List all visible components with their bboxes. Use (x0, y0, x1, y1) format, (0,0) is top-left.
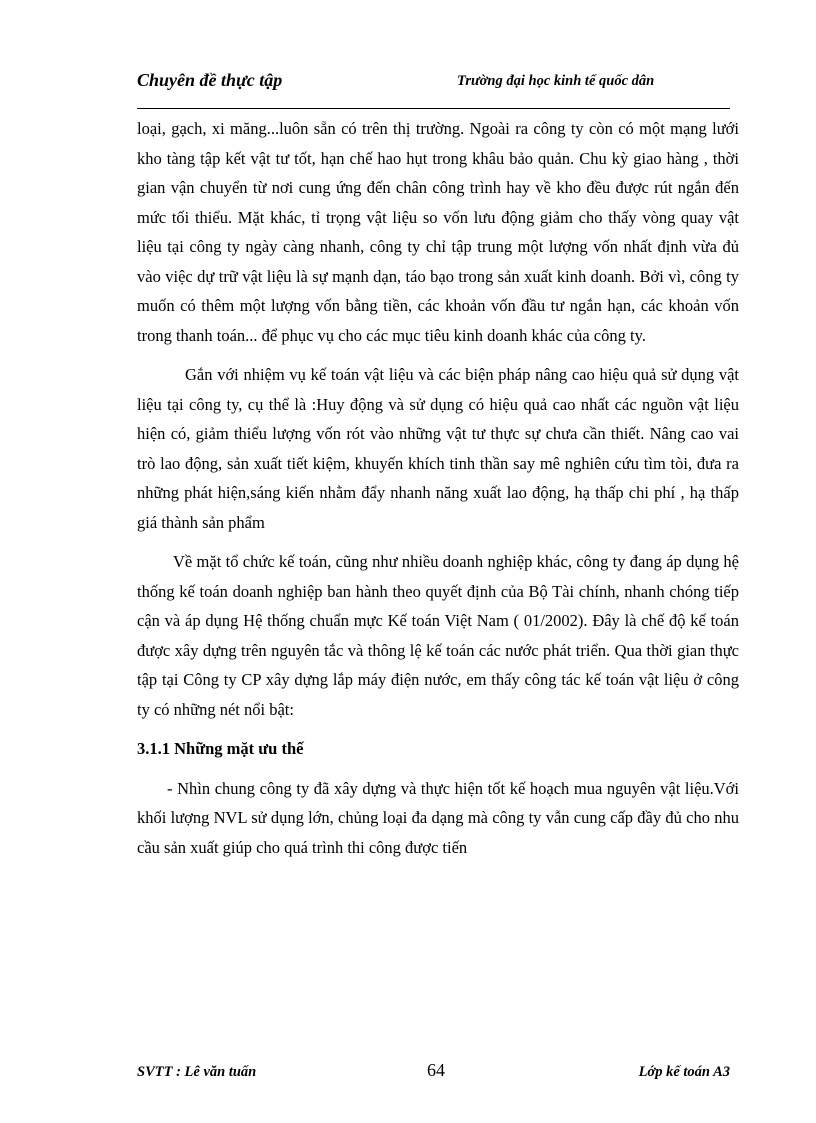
paragraph-2: Gắn với nhiệm vụ kế toán vật liệu và các biện pháp nâng cao hiệu quả sử dụng vật liệu tại công ty, cụ thể là :Huy động và sử dụng có hiệu quả cao nhất các nguồn vật liệu hiện có, giảm thiểu lượng vốn rót vào những vật tư thực sự chưa cần thiết. Nâng cao vai trò lao động, sản xuất tiết kiệm, khuyến khích tinh thần say mê nghiên cứu tìm tòi, đưa ra những phát hiện,sáng kiến nhằm đẩy nhanh năng xuất lao động, hạ thấp chi phí , hạ thấp giá thành sản phẩm (137, 365, 739, 532)
paragraph-3: Về mặt tổ chức kế toán, cũng như nhiều doanh nghiệp khác, công ty đang áp dụng hệ thống kế toán doanh nghiệp ban hành theo quyết định của Bộ Tài chính, nhanh chóng tiếp cận và áp dụng Hệ thống chuẩn mực Kế toán Việt Nam ( 01/2002). Đây là chế độ kế toán được xây dựng trên nguyên tắc và thông lệ kế toán các nước phát triển. Qua thời gian thực tập tại Công ty CP xây dựng lắp máy điện nước, em thấy công tác kế toán vật liệu ở công ty có những nét nổi bật: (137, 552, 739, 719)
header-university: Trường đại học kinh tế quốc dân (457, 73, 655, 89)
page-body (137, 114, 739, 872)
footer-student: SVTT : Lê văn tuấn (137, 1064, 257, 1080)
page-number: 64 (427, 1060, 445, 1080)
section-heading: 3.1.1 Những mặt ưu thế (137, 739, 304, 758)
page-header (137, 70, 730, 109)
paragraph-4: - Nhìn chung công ty đã xây dựng và thực hiện tốt kế hoạch mua nguyên vật liệu.Với khối lượng NVL sử dụng lớn, chủng loại đa dạng mà công ty vẫn cung cấp đầy đủ cho nhu cầu sản xuất giúp cho quá trình thi công được tiến (137, 778, 739, 857)
footer-class: Lớp kế toán A3 (638, 1064, 730, 1080)
header-title: Chuyên đề thực tập (137, 70, 283, 90)
paragraph-1: loại, gạch, xi măng...luôn sẵn có trên thị trường. Ngoài ra công ty còn có một mạng lưới kho tàng tập kết vật tư tốt, hạn chế hao hụt trong khâu bảo quản. Chu kỳ giao hàng , thời gian vận chuyển từ nơi cung ứng đến chân công trình hay về kho đều được rút ngắn đến mức tối thiểu. Mặt khác, tỉ trọng vật liệu so vốn lưu động giảm cho thấy vòng quay vật liệu tại công ty ngày càng nhanh, công ty chỉ tập trung một lượng vốn nhất định vừa đủ vào việc dự trữ vật liệu là sự mạnh dạn, táo bạo trong sản xuất kinh doanh. Bởi vì, công ty muốn có thêm một lượng vốn bằng tiền, các khoản vốn đầu tư ngắn hạn, các khoản vốn trong thanh toán... để phục vụ cho các mục tiêu kinh doanh khác của công ty. (137, 119, 739, 345)
page-footer (137, 1058, 730, 1088)
